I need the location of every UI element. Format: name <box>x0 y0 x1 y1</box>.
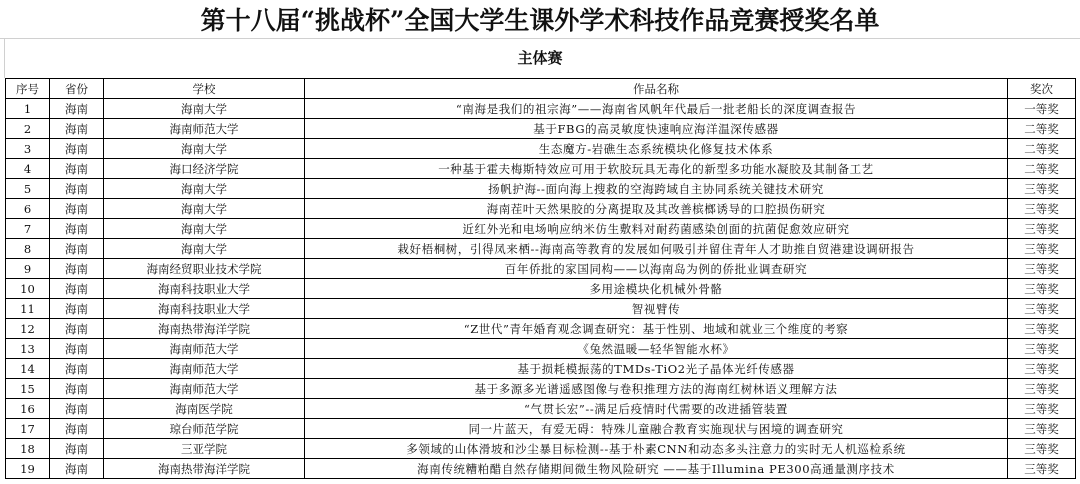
cell-province: 海南 <box>50 379 104 399</box>
cell-award: 三等奖 <box>1008 319 1076 339</box>
cell-award: 三等奖 <box>1008 179 1076 199</box>
cell-school: 海南经贸职业技术学院 <box>104 259 305 279</box>
cell-province: 海南 <box>50 199 104 219</box>
cell-award: 三等奖 <box>1008 419 1076 439</box>
header-province: 省份 <box>50 79 104 99</box>
cell-work: 近红外光和电场响应纳米仿生敷料对耐药菌感染创面的抗菌促愈效应研究 <box>305 219 1008 239</box>
cell-school: 海南师范大学 <box>104 359 305 379</box>
table-row <box>6 239 1076 259</box>
cell-work: “气贯长宏”--满足后疫情时代需要的改进插管装置 <box>305 399 1008 419</box>
cell-no: 15 <box>6 379 50 399</box>
cell-award: 一等奖 <box>1008 99 1076 119</box>
table-row <box>6 259 1076 279</box>
cell-province: 海南 <box>50 99 104 119</box>
cell-work: 生态魔方-岩礁生态系统模块化修复技术体系 <box>305 139 1008 159</box>
table-row <box>6 319 1076 339</box>
table-row <box>6 339 1076 359</box>
header-work: 作品名称 <box>305 79 1008 99</box>
cell-province: 海南 <box>50 319 104 339</box>
cell-award: 三等奖 <box>1008 219 1076 239</box>
page-title: 第十八届“挑战杯”全国大学生课外学术科技作品竞赛授奖名单 <box>200 6 880 35</box>
cell-school: 三亚学院 <box>104 439 305 459</box>
cell-school: 海南大学 <box>104 179 305 199</box>
table-row <box>6 279 1076 299</box>
cell-school: 海南大学 <box>104 219 305 239</box>
cell-school: 海南热带海洋学院 <box>104 459 305 479</box>
cell-province: 海南 <box>50 399 104 419</box>
cell-no: 16 <box>6 399 50 419</box>
cell-work: 《兔然温暖—轻华智能水杯》 <box>305 339 1008 359</box>
cell-no: 17 <box>6 419 50 439</box>
table-row <box>6 379 1076 399</box>
cell-work: 一种基于霍夫梅斯特效应可用于软胶玩具无毒化的新型多功能水凝胶及其制备工艺 <box>305 159 1008 179</box>
cell-award: 三等奖 <box>1008 359 1076 379</box>
cell-work: 栽好梧桐树，引得凤来栖--海南高等教育的发展如何吸引并留住青年人才助推自贸港建设调研报告 <box>305 239 1008 259</box>
award-table <box>5 78 1076 479</box>
cell-no: 4 <box>6 159 50 179</box>
cell-province: 海南 <box>50 459 104 479</box>
header-no: 序号 <box>6 79 50 99</box>
cell-school: 海南大学 <box>104 239 305 259</box>
cell-province: 海南 <box>50 439 104 459</box>
table-row <box>6 99 1076 119</box>
cell-award: 三等奖 <box>1008 299 1076 319</box>
cell-school: 海南大学 <box>104 99 305 119</box>
cell-award: 二等奖 <box>1008 139 1076 159</box>
cell-work: 扬帆护海--面向海上搜救的空海跨域自主协同系统关键技术研究 <box>305 179 1008 199</box>
cell-work: 基于多源多光谱遥感图像与卷积推理方法的海南红树林语义理解方法 <box>305 379 1008 399</box>
cell-school: 海南师范大学 <box>104 379 305 399</box>
cell-province: 海南 <box>50 159 104 179</box>
cell-school: 海南热带海洋学院 <box>104 319 305 339</box>
cell-award: 三等奖 <box>1008 399 1076 419</box>
cell-award: 三等奖 <box>1008 199 1076 219</box>
cell-no: 12 <box>6 319 50 339</box>
cell-no: 6 <box>6 199 50 219</box>
cell-no: 3 <box>6 139 50 159</box>
cell-no: 11 <box>6 299 50 319</box>
cell-province: 海南 <box>50 339 104 359</box>
cell-school: 海口经济学院 <box>104 159 305 179</box>
cell-province: 海南 <box>50 419 104 439</box>
table-row <box>6 299 1076 319</box>
table-row <box>6 159 1076 179</box>
cell-school: 海南师范大学 <box>104 119 305 139</box>
title-row <box>0 0 1080 39</box>
section-subtitle: 主体赛 <box>517 48 563 67</box>
cell-province: 海南 <box>50 239 104 259</box>
cell-province: 海南 <box>50 279 104 299</box>
cell-province: 海南 <box>50 179 104 199</box>
cell-work: 基于FBG的高灵敏度快速响应海洋温深传感器 <box>305 119 1008 139</box>
header-row <box>6 79 1076 99</box>
cell-award: 二等奖 <box>1008 119 1076 139</box>
table-row <box>6 459 1076 479</box>
cell-award: 三等奖 <box>1008 239 1076 259</box>
cell-award: 三等奖 <box>1008 459 1076 479</box>
cell-award: 三等奖 <box>1008 439 1076 459</box>
cell-no: 19 <box>6 459 50 479</box>
cell-school: 海南大学 <box>104 199 305 219</box>
cell-work: “南海是我们的祖宗海”——海南省风帆年代最后一批老船长的深度调查报告 <box>305 99 1008 119</box>
cell-work: 海南传统糟粕醋自然存储期间微生物风险研究 ——基于Illumina PE300高通量测序技术 <box>305 459 1008 479</box>
cell-no: 5 <box>6 179 50 199</box>
cell-province: 海南 <box>50 219 104 239</box>
table-row <box>6 439 1076 459</box>
cell-award: 三等奖 <box>1008 339 1076 359</box>
table-row <box>6 399 1076 419</box>
subtitle-row <box>0 38 1080 76</box>
cell-work: 同一片蓝天，有爱无碍：特殊儿童融合教育实施现状与困境的调查研究 <box>305 419 1008 439</box>
table-row <box>6 419 1076 439</box>
table-row <box>6 139 1076 159</box>
cell-school: 海南科技职业大学 <box>104 279 305 299</box>
cell-work: 海南茬叶天然果胶的分离提取及其改善槟榔诱导的口腔损伤研究 <box>305 199 1008 219</box>
cell-no: 18 <box>6 439 50 459</box>
cell-school: 琼台师范学院 <box>104 419 305 439</box>
table-row <box>6 199 1076 219</box>
cell-no: 13 <box>6 339 50 359</box>
cell-province: 海南 <box>50 139 104 159</box>
cell-school: 海南大学 <box>104 139 305 159</box>
cell-work: 智视臂传 <box>305 299 1008 319</box>
cell-no: 14 <box>6 359 50 379</box>
cell-province: 海南 <box>50 259 104 279</box>
table-row <box>6 179 1076 199</box>
cell-province: 海南 <box>50 359 104 379</box>
cell-school: 海南医学院 <box>104 399 305 419</box>
table-row <box>6 359 1076 379</box>
cell-work: 基于损耗模振荡的TMDs-TiO2光子晶体光纤传感器 <box>305 359 1008 379</box>
cell-work: “Z世代”青年婚育观念调查研究：基于性别、地域和就业三个维度的考察 <box>305 319 1008 339</box>
cell-no: 9 <box>6 259 50 279</box>
cell-work: 多领域的山体滑坡和沙尘暴目标检测--基于朴素CNN和动态多头注意力的实时无人机巡检系统 <box>305 439 1008 459</box>
cell-award: 三等奖 <box>1008 279 1076 299</box>
cell-award: 三等奖 <box>1008 259 1076 279</box>
cell-school: 海南科技职业大学 <box>104 299 305 319</box>
cell-no: 10 <box>6 279 50 299</box>
cell-no: 1 <box>6 99 50 119</box>
cell-work: 多用途模块化机械外骨骼 <box>305 279 1008 299</box>
cell-province: 海南 <box>50 299 104 319</box>
cell-award: 二等奖 <box>1008 159 1076 179</box>
header-school: 学校 <box>104 79 305 99</box>
header-award: 奖次 <box>1008 79 1076 99</box>
table-row <box>6 219 1076 239</box>
cell-no: 7 <box>6 219 50 239</box>
cell-work: 百年侨批的家国同构——以海南岛为例的侨批业调查研究 <box>305 259 1008 279</box>
cell-province: 海南 <box>50 119 104 139</box>
cell-award: 三等奖 <box>1008 379 1076 399</box>
cell-no: 2 <box>6 119 50 139</box>
table-row <box>6 119 1076 139</box>
cell-no: 8 <box>6 239 50 259</box>
cell-school: 海南师范大学 <box>104 339 305 359</box>
